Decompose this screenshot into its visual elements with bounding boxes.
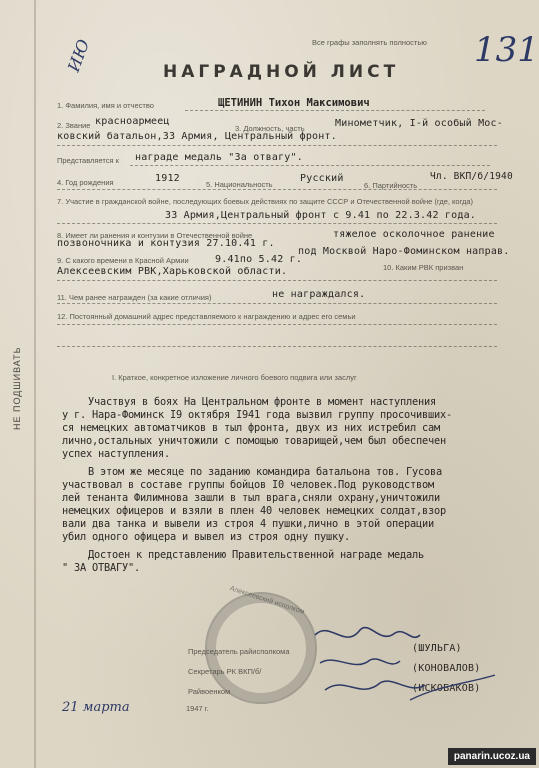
narrative-line: у г. Нара-Фоминск I9 октября I941 года вызвил группу просочивших- — [62, 409, 452, 421]
field-value-war-participation: 33 Армия,Центральный фронт с 9.41 по 22.3.42 года. — [165, 210, 477, 221]
field-value-army-since: 9.41по 5.42 г. — [215, 254, 303, 265]
handwritten-number: 131 — [474, 30, 539, 70]
field-value-wounds-3: под Москвой Наро-Фоминском направ. — [298, 246, 510, 257]
field-label-birth-year: 4. Год рождения — [57, 178, 114, 187]
signature-name-military-commissar: (ИСКОБАКОВ) — [412, 683, 481, 694]
narrative-line: вали два танка и вывели из строя 4 пушки,лично в этой операции — [62, 518, 434, 530]
field-label-previous-awards: 11. Чем ранее награжден (за какие отличия) — [57, 293, 212, 302]
field-value-previous-awards: не награждался. — [272, 289, 366, 300]
signature-name-secretary: (КОНОВАЛОВ) — [412, 663, 481, 674]
field-label-position: 3. Должность, часть — [235, 124, 305, 133]
signature-label-chairman: Председатель райисполкома — [188, 647, 290, 656]
fold-line — [34, 0, 36, 768]
signature-name-chairman: (ШУЛЬГА) — [412, 643, 462, 654]
watermark: panarin.ucoz.ua — [448, 748, 536, 765]
field-label-rank: 2. Звание — [57, 121, 91, 130]
field-value-nationality: Русский — [300, 173, 344, 184]
all-fields-note: Все графы заполнять полностью — [312, 38, 427, 47]
handwritten-signatures — [300, 615, 500, 710]
field-value-wounds-2: тяжелое осколочное ранение — [333, 229, 495, 240]
date-year: 1947 г. — [186, 704, 209, 713]
field-value-rank: красноармеец — [95, 116, 170, 127]
field-value-wounds: позвоночника и контузия 27.10.41 г. — [57, 238, 275, 249]
narrative-line: В этом же месяце по заданию командира батальона тов. Гусова — [88, 466, 442, 478]
narrative-line: убил одного офицера и вывел из строя одну пушку. — [62, 531, 350, 543]
date-day-month: 21 марта — [62, 700, 130, 715]
field-label-party: 6. Партийность — [364, 181, 418, 190]
field-label-nationality: 5. Национальность — [206, 180, 273, 189]
narrative-line: лично,остальных уничтожили с помощью товарищей,чем был обеспечен — [62, 435, 446, 447]
narrative-line: лей тенанта Филимнова зашли в тыл врага,сняли охрану,уничтожили — [62, 492, 440, 504]
narrative-line: участвовал в составе группы бойцов I0 человек.Под руководством — [62, 479, 434, 491]
field-value-represented: награде медаль "За отвагу". — [135, 152, 303, 163]
field-value-birth-year: 1912 — [155, 173, 180, 184]
field-label-home-address: 12. Постоянный домашний адрес представляемого к награждению и адрес его семьи — [57, 312, 356, 321]
narrative-line: " ЗА ОТВАГУ". — [62, 562, 140, 574]
field-value-position-cont: ковский батальон,33 Армия, Центральный фронт. — [57, 131, 337, 142]
signature-label-secretary: Секретарь РК ВКП/б/ — [188, 667, 262, 676]
field-label-rvk: 10. Каким РВК призван — [383, 263, 464, 272]
field-label-represented: Представляется к — [57, 156, 119, 165]
side-label: НЕ ПОДШИВАТЬ — [12, 346, 22, 430]
narrative-line: Достоен к представлению Правительственной награде медаль — [88, 549, 424, 561]
field-label-wounds: 8. Имеет ли ранения и контузии в Отечественной войне — [57, 231, 253, 240]
field-value-name: ЩЕТИНИН Тихон Максимович — [218, 97, 370, 109]
section-heading: I. Краткое, конкретное изложение личного боевого подвига или заслуг — [112, 373, 357, 382]
narrative-line: ся немецких автоматчиков в тыл фронта, двух из них истребил сам — [62, 422, 440, 434]
field-value-party: Чл. ВКП/б/1940 — [430, 171, 513, 182]
corner-note: ИЮ — [63, 36, 94, 75]
field-label-name: 1. Фамилия, имя и отчество — [57, 101, 154, 110]
narrative-line: успех наступления. — [62, 448, 170, 460]
field-label-war-participation: 7. Участие в гражданской войне, последующих боевых действиях по защите СССР и Отечественной войне (где, когда) — [57, 197, 474, 206]
field-value-position: Минометчик, I-й особый Мос- — [335, 118, 503, 129]
stamp-text: Алексеевский исполком — [228, 585, 306, 616]
narrative-line: немецких офицеров и взяли в плен 40 человек немецких солдат,взор — [62, 505, 446, 517]
page-title: НАГРАДНОЙ ЛИСТ — [163, 62, 400, 82]
field-value-rvk: Алексеевским РВК,Харьковской области. — [57, 266, 288, 277]
signature-label-military-commissar: Райвоенком — [188, 687, 231, 696]
field-label-army-since: 9. С какого времени в Красной Армии — [57, 256, 189, 265]
narrative-line: Участвуя в боях На Центральном фронте в момент наступления — [88, 396, 436, 408]
